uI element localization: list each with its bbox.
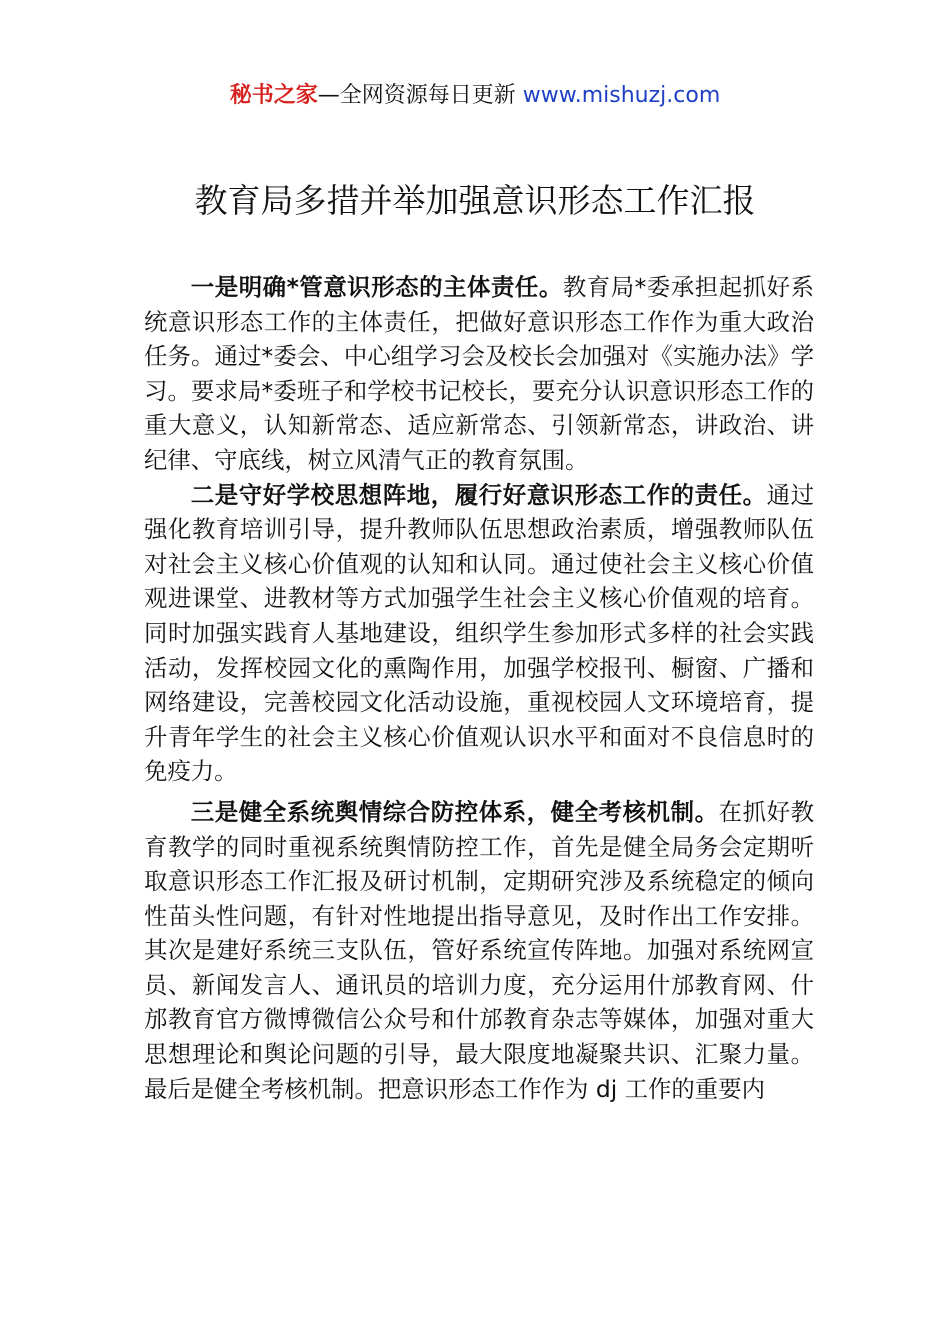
paragraph-1 [144, 270, 814, 478]
paragraph-2-text: 通过强化教育培训引导，提升教师队伍思想政治素质，增强教师队伍对社会主义核心价值观的认知和认同。通过使社会主义核心价值观进课堂、进教材等方式加强学生社会主义核心价值观的培育。同时加强实践育人基地建设，组织学生参加形式多样的社会实践活动，发挥校园文化的熏陶作用，加强学校报刊、橱窗、广播和网络建设，完善校园文化活动设施，重视校园人文环境培育，提升青年学生的社会主义核心价值观认识水平和面对不良信息时的免疫力。 [144, 480, 815, 786]
document-title: 教育局多措并举加强意识形态工作汇报 [194, 181, 756, 220]
site-brand: 秘书之家 [229, 83, 318, 108]
site-tagline: —全网资源每日更新 [317, 83, 516, 108]
document-body [144, 270, 814, 1106]
paragraph-1-lead: 一是明确*管意识形态的主体责任。 [190, 273, 563, 301]
site-header [0, 80, 950, 112]
paragraph-1-text: 教育局*委承担起抓好系统意识形态工作的主体责任，把做好意识形态工作作为重大政治任务。通过*委会、中心组学习会及校长会加强对《实施办法》学习。要求局*委班子和学校书记校长，要充分认识意识形态工作的重大意义，认知新常态、适应新常态、引领新常态，讲政治、讲纪律、守底线，树立风清气正的教育氛围。 [144, 273, 814, 474]
paragraph-3-lead: 三是健全系统舆情综合防控体系，健全考核机制。 [190, 797, 719, 826]
paragraph-3 [144, 795, 814, 1106]
site-url-link[interactable]: www.mishuzj.com [522, 83, 721, 108]
paragraph-2-lead: 二是守好学校思想阵地，履行好意识形态工作的责任。 [190, 480, 767, 509]
paragraph-2 [144, 478, 814, 789]
paragraph-3-text: 在抓好教育教学的同时重视系统舆情防控工作，首先是健全局务会定期听取意识形态工作汇报及研讨机制，定期研究涉及系统稳定的倾向性苗头性问题，有针对性地提出指导意见，及时作出工作安排。其次是建好系统三支队伍，管好系统宣传阵地。加强对系统网宣员、新闻发言人、通讯员的培训力度，充分运用什邡教育网、什邡教育官方微博微信公众号和什邡教育杂志等媒体，加强对重大思想理论和舆论问题的引导，最大限度地凝聚共识、汇聚力量。最后是健全考核机制。把意识形态工作作为 dj 工作的重要内 [144, 797, 815, 1103]
